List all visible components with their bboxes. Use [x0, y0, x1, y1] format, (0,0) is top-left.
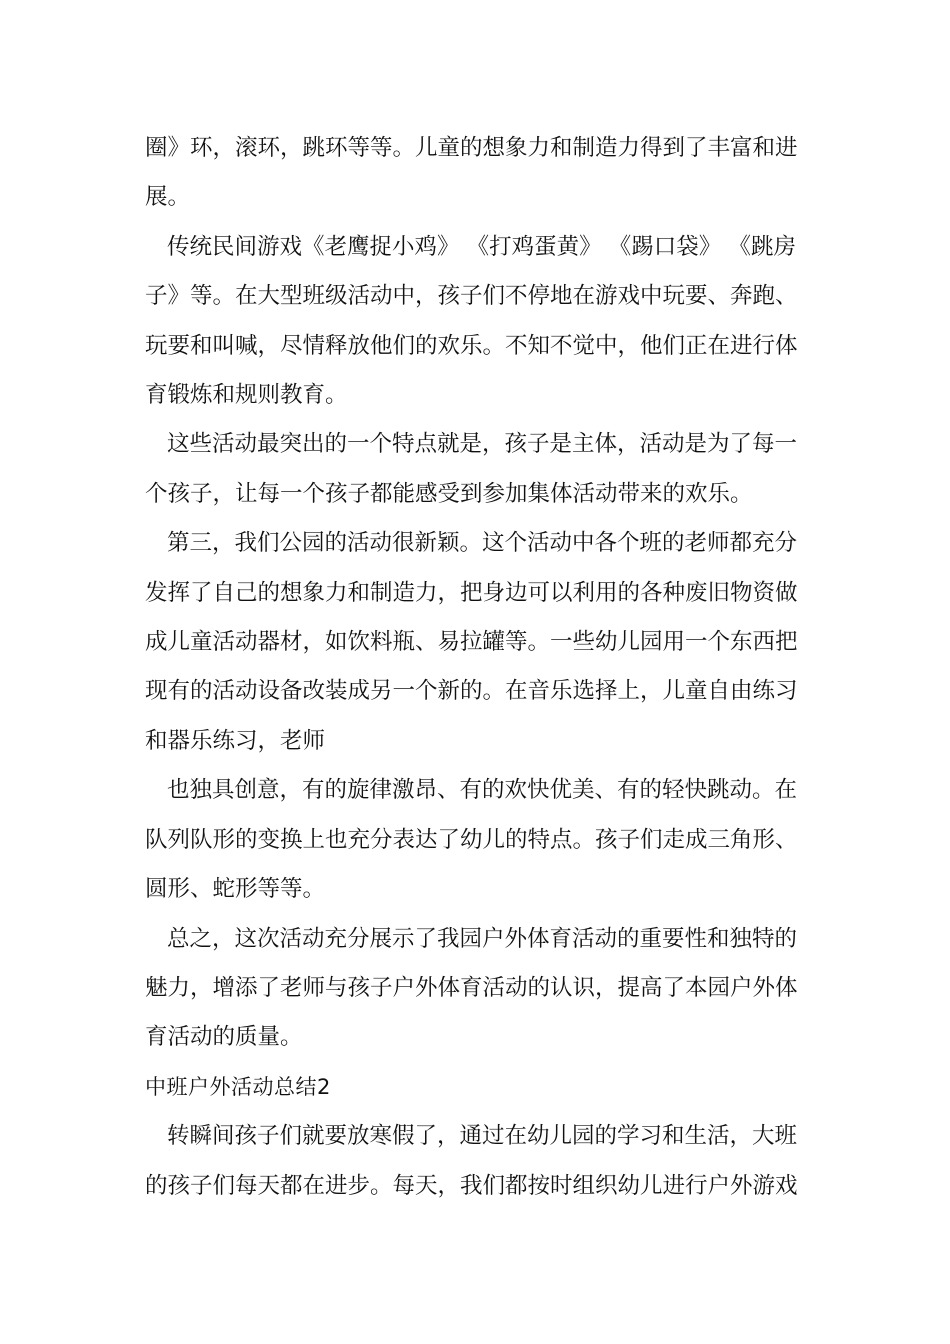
text-line: 第三，我们公园的活动很新颖。这个活动中各个班的老师都充分	[167, 530, 798, 557]
text-line: 子》等。在大型班级活动中，孩子们不停地在游戏中玩要、奔跑、	[145, 283, 798, 310]
text-line: 个孩子，让每一个孩子都能感受到参加集体活动带来的欢乐。	[145, 480, 753, 507]
text-line: 传统民间游戏《老鹰捉小鸡》 《打鸡蛋黄》 《踢口袋》 《跳房	[167, 233, 796, 260]
text-line: 魅力，增添了老师与孩子户外体育活动的认识，提高了本园户外体	[145, 974, 798, 1001]
text-line: 圈》环，滚环，跳环等等。儿童的想象力和制造力得到了丰富和进	[145, 135, 798, 161]
text-line: 队列队形的变换上也充分表达了幼儿的特点。孩子们走成三角形、	[145, 826, 798, 853]
text-line: 也独具创意，有的旋律激昂、有的欢快优美、有的轻快跳动。在	[167, 777, 798, 804]
text-line: 和器乐练习，老师	[145, 727, 326, 754]
paragraph	[145, 124, 810, 223]
text-line: 圆形、蛇形等等。	[145, 876, 326, 903]
section-heading-paragraph	[145, 1063, 810, 1112]
text-line: 现有的活动设备改装成另一个新的。在音乐选择上，儿童自由练习	[145, 678, 798, 705]
text-line: 成儿童活动器材，如饮料瓶、易拉罐等。一些幼儿园用一个东西把	[145, 629, 798, 656]
text-line: 这些活动最突出的一个特点就是，孩子是主体，活动是为了每一	[167, 431, 798, 458]
paragraph	[145, 223, 810, 421]
document-body	[145, 124, 810, 1211]
text-line: 发挥了自己的想象力和制造力，把身边可以利用的各种废旧物资做	[145, 579, 798, 606]
text-line: 玩要和叫喊，尽情释放他们的欢乐。不知不觉中，他们正在进行体	[145, 332, 798, 359]
paragraph	[145, 1112, 810, 1211]
text-line: 的孩子们每天都在进步。每天，我们都按时组织幼儿进行户外游戏	[145, 1172, 798, 1199]
text-line: 展。	[145, 184, 191, 211]
text-line: 育锻炼和规则教育。	[145, 382, 348, 409]
text-line: 转瞬间孩子们就要放寒假了，通过在幼儿园的学习和生活，大班	[167, 1123, 798, 1150]
section-heading: 中班户外活动总结2	[145, 1074, 331, 1099]
paragraph	[145, 766, 810, 914]
paragraph	[145, 519, 810, 766]
text-line: 总之，这次活动充分展示了我园户外体育活动的重要性和独特的	[167, 925, 798, 952]
paragraph	[145, 915, 810, 1063]
paragraph	[145, 420, 810, 519]
text-line: 育活动的质量。	[145, 1024, 303, 1051]
